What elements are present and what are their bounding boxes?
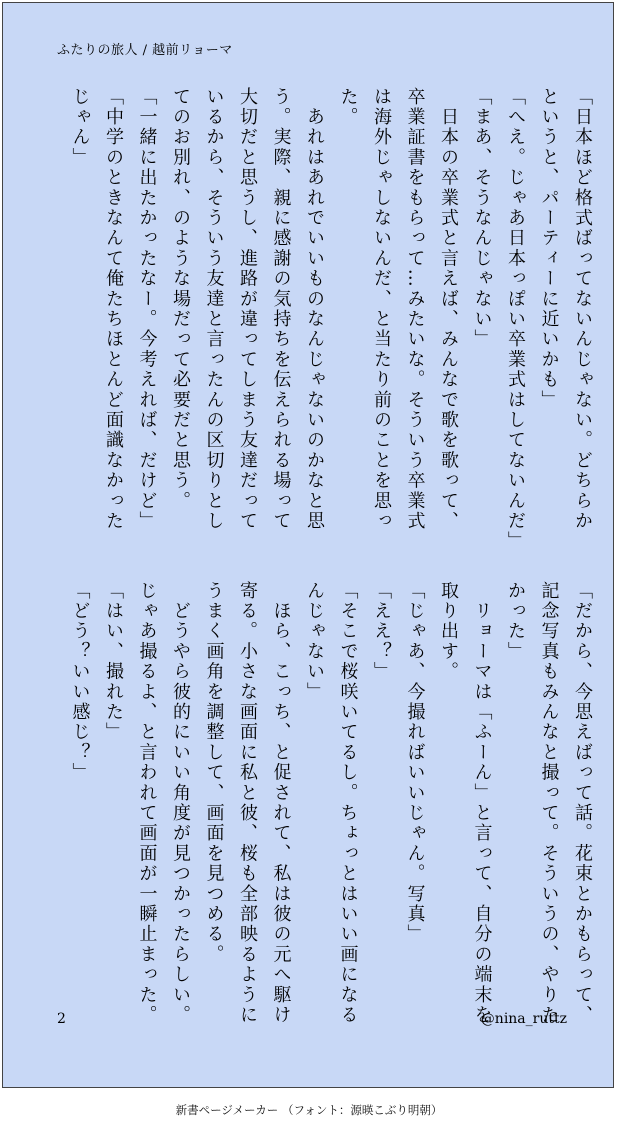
page-number: 2	[57, 1011, 66, 1027]
upper-text-block: 「日本ほど格式ばってないんじゃない。どちらか というと、パーティーに近いかも」 「へえ。じゃあ日本っぽい卒業式はしてないんだ」 「まあ、そうなんじゃない」 日本の卒業式と言えば、みんなで歌を歌って、 卒業証書をもらって…みたいな。そういう卒業式 は海外じゃしないんだ、と当たり前のことを思っ た。 あれはあれでいいものなんじゃないのかなと思 う。実際、親に感謝の気持ちを伝えられる場って 大切だと思うし、進路が違ってしまう友達だって いるから、そういう友達と言ったんの区切りとし てのお別れ、のような場だって必要だと思う。 「一緒に出たかったなー。今考えれば、だけど」 「中学のときなんて俺たちほとんど面識なかった じゃん」	[69, 87, 593, 552]
author-handle: @nina_ruttz	[480, 1011, 567, 1027]
generator-credit: 新書ページメーカー （フォント：源暎こぶり明朝）	[175, 1103, 443, 1117]
book-page	[2, 2, 614, 1088]
lower-text-block: 「だから、今思えばって話。花束とかもらって、 記念写真もみんなと撮って。そういうの、やりた かった」 リョーマは「ふーん」と言って、自分の端末を 取り出す。 「じゃあ、今撮ればいいじゃん。写真」 「ええ？」 「そこで桜咲いてるし。ちょっとはいい画になる んじゃない」 ほら、こっち、と促されて、私は彼の元へ駆け 寄る。小さな画面に私と彼、桜も全部映るように うまく画角を調整して、画面を見つめる。 どうやら彼的にいい角度が見つかったらしい。 じゃあ撮るよ、と言われて画面が一瞬止まった。 「はい、撮れた」 「どう？いい感じ？」	[69, 581, 593, 1026]
page-header-title: ふたりの旅人 / 越前リョーマ	[57, 43, 233, 58]
